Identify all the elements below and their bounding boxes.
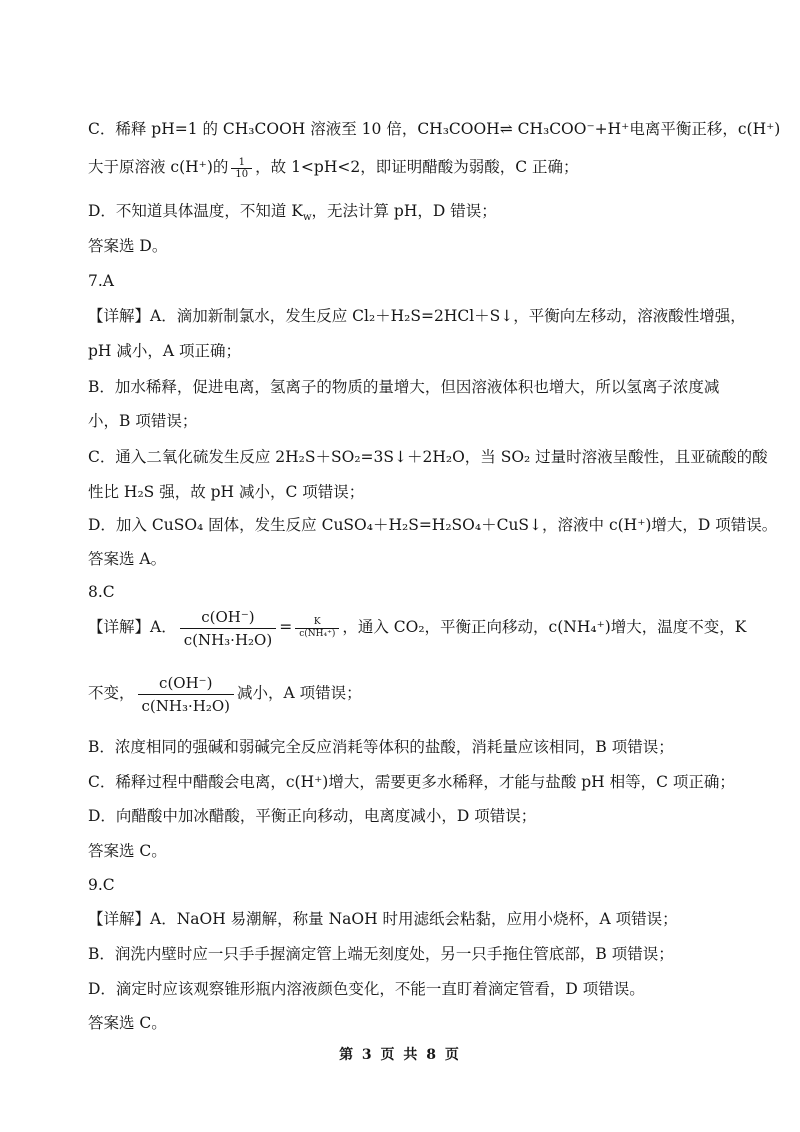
paragraph-text: B．加水稀释，促进电离，氢离子的物质的量增大，但因溶液体积也增大，所以氢离子浓度减	[88, 378, 720, 396]
paragraph-text: 小，B 项错误；	[88, 412, 198, 430]
text-line	[88, 604, 747, 651]
text-line	[88, 943, 740, 965]
text-line	[88, 235, 740, 257]
text-line	[88, 581, 740, 603]
paragraph-text: 减小，A 项错误；	[237, 684, 362, 702]
fraction	[180, 606, 276, 651]
fraction	[138, 672, 234, 717]
paragraph-text: 不变，	[88, 684, 135, 702]
question-number: 7.A	[88, 272, 114, 290]
answer-text: 答案选 C。	[88, 1014, 167, 1032]
paragraph-text: C．稀释 pH=1 的 CH₃COOH 溶液至 10 倍，CH₃COOH⇌ CH₃COO⁻+H⁺电离平衡正移，c(H⁺)	[88, 120, 781, 138]
paragraph-text: 【详解】A．NaOH 易潮解，称量 NaOH 时用滤纸会粘黏，应用小烧杯，A 项错误；	[88, 910, 678, 928]
paragraph-text: pH 减小，A 项正确；	[88, 342, 241, 360]
text-line	[88, 340, 740, 362]
paragraph-text: D．加入 CuSO₄ 固体，发生反应 CuSO₄＋H₂S=H₂SO₄＋CuS↓，溶液中 c(H⁺)增大，D 项错误。	[88, 516, 778, 534]
text-line	[88, 481, 740, 503]
text-line	[88, 548, 740, 570]
fraction-numerator: 1	[231, 157, 252, 169]
paragraph-text: C．通入二氧化硫发生反应 2H₂S＋SO₂=3S↓＋2H₂O，当 SO₂ 过量时溶液呈酸性，且亚硫酸的酸	[88, 448, 768, 466]
fraction-numerator: c(OH⁻)	[138, 672, 234, 695]
paragraph-text: ，通入 CO₂，平衡正向移动，c(NH₄⁺)增大，温度不变，K	[342, 618, 747, 636]
text-line	[88, 908, 740, 930]
text-line	[88, 152, 740, 182]
question-number: 9.C	[88, 876, 115, 894]
text-line	[88, 514, 778, 536]
text-line	[88, 270, 740, 292]
text-line	[88, 840, 740, 862]
text-line	[88, 978, 740, 1000]
text-line	[88, 118, 781, 140]
question-number: 8.C	[88, 583, 115, 601]
paragraph-text: D．滴定时应该观察锥形瓶内溶液颜色变化，不能一直盯着滴定管看，D 项错误。	[88, 980, 645, 998]
paragraph-text: D．向醋酸中加冰醋酸，平衡正向移动，电离度减小，D 项错误；	[88, 807, 537, 825]
text-line	[88, 376, 740, 398]
text-line	[88, 670, 740, 717]
answer-text: 答案选 A。	[88, 550, 167, 568]
fraction-denominator: 10	[235, 168, 249, 180]
fraction-denominator: c(NH₄⁺)	[299, 628, 336, 639]
equals-sign: =	[279, 618, 293, 636]
text-line	[88, 446, 768, 468]
paragraph-text: 性比 H₂S 强，故 pH 减小，C 项错误；	[88, 483, 365, 501]
paragraph-text: ，无法计算 pH，D 错误；	[311, 202, 497, 220]
text-line	[88, 736, 740, 758]
paragraph-text: 【详解】A．	[88, 618, 177, 636]
answer-text: 答案选 C。	[88, 842, 167, 860]
paragraph-text: 【详解】A．滴加新制氯水，发生反应 Cl₂＋H₂S=2HCl＋S↓，平衡向左移动，溶液酸性增强，	[88, 307, 746, 325]
text-line	[88, 305, 746, 327]
fraction	[231, 157, 252, 180]
text-line	[88, 771, 740, 793]
fraction-numerator: K	[295, 617, 339, 629]
text-line	[88, 805, 740, 827]
page-footer: 第 3 页 共 8 页	[339, 1047, 461, 1063]
paragraph-text: B．润洗内壁时应一只手手握滴定管上端无刻度处，另一只手拖住管底部，B 项错误；	[88, 945, 674, 963]
paragraph-text: B．浓度相同的强碱和弱碱完全反应消耗等体积的盐酸，消耗量应该相同，B 项错误；	[88, 738, 674, 756]
text-line	[88, 410, 740, 432]
text-line	[88, 200, 740, 222]
paragraph-text: D．不知道具体温度，不知道 K	[88, 202, 303, 220]
fraction-denominator: c(NH₃·H₂O)	[141, 696, 230, 715]
paragraph-text: ，故 1<pH<2，即证明醋酸为弱酸，C 正确；	[255, 158, 579, 176]
answer-text: 答案选 D。	[88, 237, 168, 255]
fraction	[295, 617, 339, 640]
paragraph-text: C．稀释过程中醋酸会电离，c(H⁺)增大，需要更多水稀释，才能与盐酸 pH 相等，C 项正确；	[88, 773, 735, 791]
subscript: w	[302, 212, 312, 224]
paragraph-text: 大于原溶液 c(H⁺)的	[88, 158, 229, 176]
fraction-numerator: c(OH⁻)	[180, 606, 276, 629]
fraction-denominator: c(NH₃·H₂O)	[183, 630, 273, 649]
text-line	[88, 1012, 740, 1034]
text-line	[88, 874, 740, 896]
